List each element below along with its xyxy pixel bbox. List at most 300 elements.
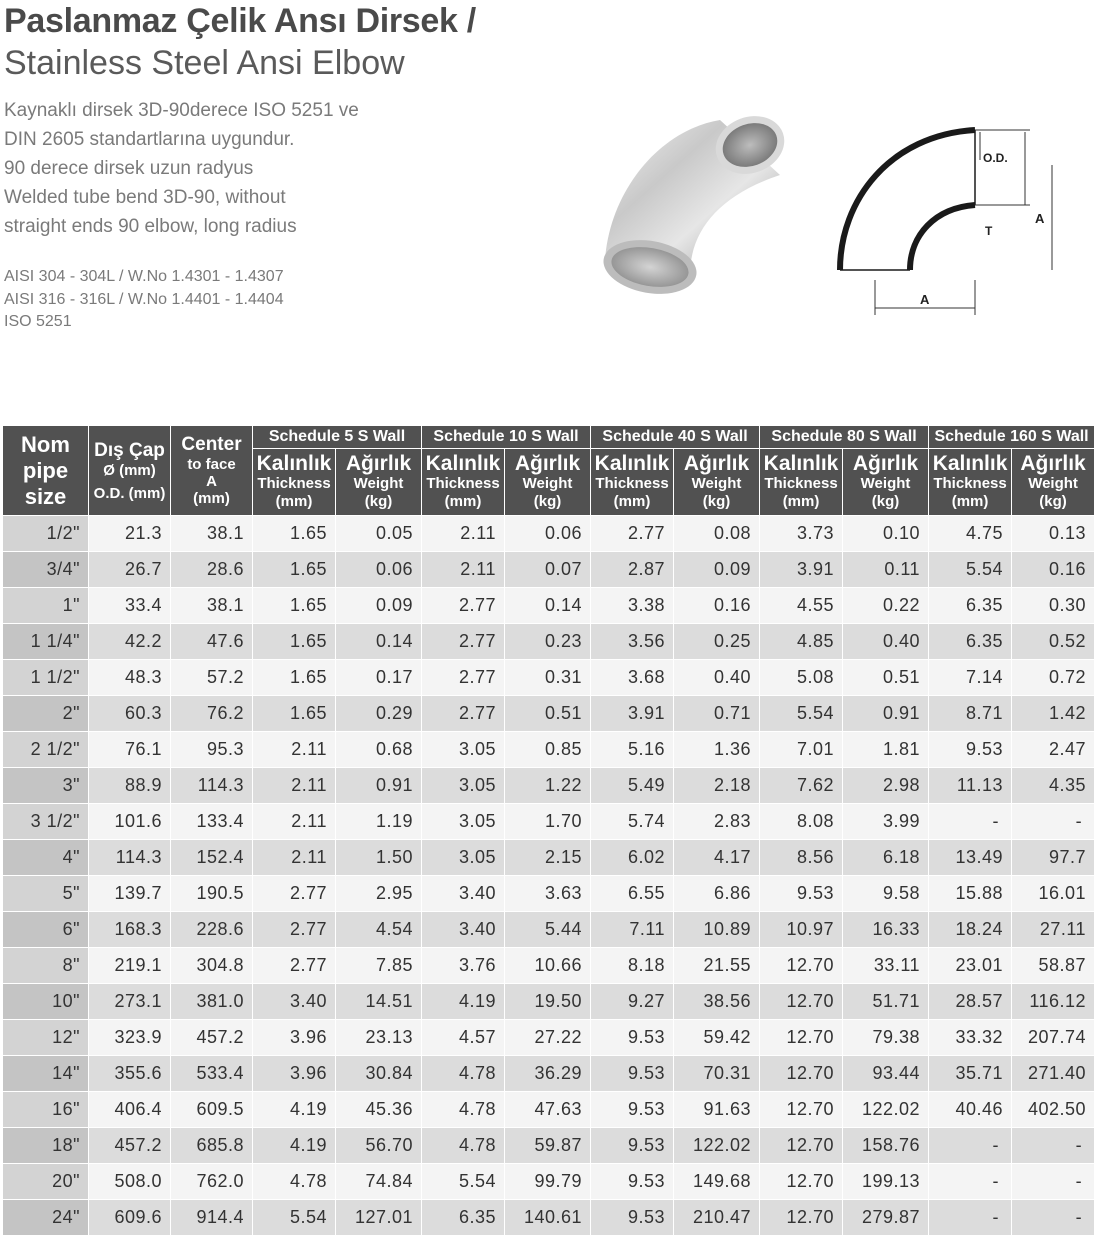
table-cell: 12.70 [760, 948, 843, 984]
col-thickness: Kalınlık Thickness (mm) [422, 449, 505, 516]
table-cell: 23.13 [336, 1020, 422, 1056]
table-row [3, 660, 1095, 696]
table-cell: 0.23 [505, 624, 591, 660]
table-cell: 127.01 [336, 1200, 422, 1236]
table-cell: 279.87 [843, 1200, 929, 1236]
table-cell: 2.11 [253, 768, 336, 804]
table-cell: 27.11 [1012, 912, 1095, 948]
description-line: Kaynaklı dirsek 3D-90derece ISO 5251 ve [4, 100, 359, 121]
table-cell: 122.02 [674, 1128, 760, 1164]
table-cell: 3.40 [253, 984, 336, 1020]
table-cell: 0.16 [1012, 552, 1095, 588]
table-cell: 158.76 [843, 1128, 929, 1164]
table-cell: 2.77 [253, 948, 336, 984]
table-cell: 762.0 [171, 1164, 253, 1200]
table-cell: 304.8 [171, 948, 253, 984]
table-cell: 3.96 [253, 1056, 336, 1092]
table-cell: 271.40 [1012, 1056, 1095, 1092]
table-cell: 76.2 [171, 696, 253, 732]
table-cell: 28.6 [171, 552, 253, 588]
table-cell: 508.0 [89, 1164, 171, 1200]
table-cell: 3.63 [505, 876, 591, 912]
table-row [3, 1056, 1095, 1092]
cell-pipe-size: 4" [3, 840, 89, 876]
col-weight: Ağırlık Weight (kg) [505, 449, 591, 516]
table-cell: 5.16 [591, 732, 674, 768]
table-cell: 23.01 [929, 948, 1012, 984]
table-cell: 273.1 [89, 984, 171, 1020]
table-cell: 4.35 [1012, 768, 1095, 804]
description-line: straight ends 90 elbow, long radius [4, 216, 297, 237]
table-cell: 7.01 [760, 732, 843, 768]
table-cell: 8.71 [929, 696, 1012, 732]
table-cell: 0.14 [505, 588, 591, 624]
table-cell: 70.31 [674, 1056, 760, 1092]
table-cell: 1.65 [253, 552, 336, 588]
table-row [3, 1200, 1095, 1236]
table-cell: 7.14 [929, 660, 1012, 696]
table-cell: 35.71 [929, 1056, 1012, 1092]
description-line: DIN 2605 standartlarına uygundur. [4, 129, 295, 150]
col-nom-pipe-size: Nom pipe size [3, 426, 89, 516]
table-cell: 1.65 [253, 624, 336, 660]
table-row [3, 840, 1095, 876]
table-row [3, 912, 1095, 948]
table-cell: 28.57 [929, 984, 1012, 1020]
table-cell: 533.4 [171, 1056, 253, 1092]
table-cell: 2.77 [253, 912, 336, 948]
table-cell: 79.38 [843, 1020, 929, 1056]
table-cell: 4.17 [674, 840, 760, 876]
table-cell: 0.91 [843, 696, 929, 732]
table-cell: 9.53 [591, 1164, 674, 1200]
table-cell: 0.31 [505, 660, 591, 696]
table-cell: 6.86 [674, 876, 760, 912]
table-cell: 16.33 [843, 912, 929, 948]
table-cell: 33.32 [929, 1020, 1012, 1056]
table-cell: 6.35 [929, 624, 1012, 660]
table-row [3, 696, 1095, 732]
table-cell: 13.49 [929, 840, 1012, 876]
table-cell: 0.10 [843, 516, 929, 552]
table-cell: 0.06 [505, 516, 591, 552]
table-cell: 149.68 [674, 1164, 760, 1200]
table-cell: 12.70 [760, 984, 843, 1020]
table-cell: 57.2 [171, 660, 253, 696]
cell-pipe-size: 3" [3, 768, 89, 804]
table-cell: 6.55 [591, 876, 674, 912]
table-cell: 2.11 [253, 840, 336, 876]
table-cell: 2.77 [422, 660, 505, 696]
cell-pipe-size: 1 1/2" [3, 660, 89, 696]
table-cell: 7.11 [591, 912, 674, 948]
table-cell: 2.11 [422, 552, 505, 588]
table-cell: 91.63 [674, 1092, 760, 1128]
table-cell: 9.53 [591, 1056, 674, 1092]
table-cell: 97.7 [1012, 840, 1095, 876]
table-cell: 30.84 [336, 1056, 422, 1092]
cell-pipe-size: 8" [3, 948, 89, 984]
od-label: O.D. [983, 151, 1008, 165]
table-cell: 12.70 [760, 1128, 843, 1164]
table-cell: 12.70 [760, 1164, 843, 1200]
table-row [3, 588, 1095, 624]
table-cell: 45.36 [336, 1092, 422, 1128]
table-cell: 2.11 [422, 516, 505, 552]
table-cell: 228.6 [171, 912, 253, 948]
col-thickness: Kalınlık Thickness (mm) [929, 449, 1012, 516]
table-cell: 5.74 [591, 804, 674, 840]
table-cell: 56.70 [336, 1128, 422, 1164]
table-cell: 59.42 [674, 1020, 760, 1056]
table-cell: 2.95 [336, 876, 422, 912]
cell-pipe-size: 10" [3, 984, 89, 1020]
table-cell: 0.85 [505, 732, 591, 768]
table-cell: 402.50 [1012, 1092, 1095, 1128]
table-cell: 8.18 [591, 948, 674, 984]
table-cell: 3.05 [422, 804, 505, 840]
elbow-dimension-drawing [830, 120, 1070, 320]
col-center-to-face: Center to face A (mm) [171, 426, 253, 516]
col-thickness: Kalınlık Thickness (mm) [253, 449, 336, 516]
schedule-10s-header: Schedule 10 S Wall [422, 426, 591, 449]
table-cell: 5.54 [253, 1200, 336, 1236]
table-cell: 0.16 [674, 588, 760, 624]
table-cell: 6.02 [591, 840, 674, 876]
grade-line: AISI 316 - 316L / W.No 1.4401 - 1.4404 [4, 290, 284, 308]
table-cell: 47.63 [505, 1092, 591, 1128]
table-cell: - [1012, 1200, 1095, 1236]
table-cell: 116.12 [1012, 984, 1095, 1020]
table-cell: 0.91 [336, 768, 422, 804]
schedule-5s-header: Schedule 5 S Wall [253, 426, 422, 449]
table-cell: 3.05 [422, 840, 505, 876]
table-cell: 2.47 [1012, 732, 1095, 768]
table-cell: 12.70 [760, 1092, 843, 1128]
table-row [3, 1164, 1095, 1200]
table-cell: 4.78 [422, 1128, 505, 1164]
table-cell: 1.36 [674, 732, 760, 768]
table-cell: 3.73 [760, 516, 843, 552]
table-cell: 685.8 [171, 1128, 253, 1164]
cell-pipe-size: 1/2" [3, 516, 89, 552]
table-cell: 1.65 [253, 660, 336, 696]
table-cell: 18.24 [929, 912, 1012, 948]
cell-pipe-size: 1 1/4" [3, 624, 89, 660]
table-cell: 1.42 [1012, 696, 1095, 732]
table-cell: 5.44 [505, 912, 591, 948]
table-cell: 12.70 [760, 1056, 843, 1092]
table-cell: 2.83 [674, 804, 760, 840]
table-cell: 1.50 [336, 840, 422, 876]
table-cell: - [1012, 804, 1095, 840]
table-body [3, 516, 1095, 1236]
table-row [3, 1020, 1095, 1056]
table-cell: 3.68 [591, 660, 674, 696]
table-cell: 1.81 [843, 732, 929, 768]
table-cell: 219.1 [89, 948, 171, 984]
table-cell: 3.91 [591, 696, 674, 732]
table-cell: 26.7 [89, 552, 171, 588]
table-cell: 14.51 [336, 984, 422, 1020]
schedule-40s-header: Schedule 40 S Wall [591, 426, 760, 449]
table-cell: 1.22 [505, 768, 591, 804]
table-cell: 0.06 [336, 552, 422, 588]
col-weight: Ağırlık Weight (kg) [1012, 449, 1095, 516]
table-cell: 0.08 [674, 516, 760, 552]
table-cell: 6.35 [929, 588, 1012, 624]
table-cell: 2.11 [253, 732, 336, 768]
table-cell: 3.99 [843, 804, 929, 840]
table-cell: 0.07 [505, 552, 591, 588]
table-cell: 36.29 [505, 1056, 591, 1092]
table-cell: - [1012, 1128, 1095, 1164]
table-cell: 21.3 [89, 516, 171, 552]
table-cell: 323.9 [89, 1020, 171, 1056]
table-cell: 6.18 [843, 840, 929, 876]
table-cell: 2.77 [591, 516, 674, 552]
cell-pipe-size: 18" [3, 1128, 89, 1164]
table-cell: 6.35 [422, 1200, 505, 1236]
table-cell: 2.98 [843, 768, 929, 804]
material-grades [4, 266, 284, 334]
cell-pipe-size: 20" [3, 1164, 89, 1200]
table-cell: 10.66 [505, 948, 591, 984]
table-cell: 7.85 [336, 948, 422, 984]
table-cell: 1.19 [336, 804, 422, 840]
table-cell: 4.78 [422, 1092, 505, 1128]
table-cell: 42.2 [89, 624, 171, 660]
cell-pipe-size: 24" [3, 1200, 89, 1236]
table-cell: 3.56 [591, 624, 674, 660]
table-cell: 0.40 [674, 660, 760, 696]
table-cell: 0.68 [336, 732, 422, 768]
table-row [3, 552, 1095, 588]
table-cell: 5.54 [422, 1164, 505, 1200]
table-cell: 10.89 [674, 912, 760, 948]
col-outer-diameter: Dış Çap Ø (mm) O.D. (mm) [89, 426, 171, 516]
a-label-horizontal: A [920, 292, 930, 307]
table-cell: 1.65 [253, 696, 336, 732]
grade-line: ISO 5251 [4, 313, 72, 330]
table-cell: 5.54 [929, 552, 1012, 588]
table-cell: 76.1 [89, 732, 171, 768]
cell-pipe-size: 14" [3, 1056, 89, 1092]
table-cell: 4.57 [422, 1020, 505, 1056]
table-cell: 914.4 [171, 1200, 253, 1236]
table-cell: 122.02 [843, 1092, 929, 1128]
table-row [3, 624, 1095, 660]
table-row [3, 984, 1095, 1020]
cell-pipe-size: 12" [3, 1020, 89, 1056]
table-cell: 355.6 [89, 1056, 171, 1092]
table-cell: 51.71 [843, 984, 929, 1020]
table-cell: 0.17 [336, 660, 422, 696]
table-cell: 0.11 [843, 552, 929, 588]
table-cell: 9.53 [591, 1020, 674, 1056]
table-cell: 114.3 [89, 840, 171, 876]
table-cell: 4.85 [760, 624, 843, 660]
table-cell: 38.1 [171, 516, 253, 552]
cell-pipe-size: 5" [3, 876, 89, 912]
col-weight: Ağırlık Weight (kg) [336, 449, 422, 516]
table-cell: 2.87 [591, 552, 674, 588]
table-cell: 4.54 [336, 912, 422, 948]
table-cell: 140.61 [505, 1200, 591, 1236]
table-cell: - [929, 1128, 1012, 1164]
table-cell: 609.5 [171, 1092, 253, 1128]
cell-pipe-size: 2 1/2" [3, 732, 89, 768]
table-cell: 8.08 [760, 804, 843, 840]
table-cell: 3.05 [422, 732, 505, 768]
table-cell: 9.53 [591, 1128, 674, 1164]
table-cell: 7.62 [760, 768, 843, 804]
a-label-vertical: A [1035, 211, 1045, 226]
t-label: T [985, 224, 993, 238]
page-title: Paslanmaz Çelik Ansı Dirsek / [4, 2, 476, 40]
table-cell: 3.40 [422, 876, 505, 912]
table-cell: 101.6 [89, 804, 171, 840]
table-cell: 9.58 [843, 876, 929, 912]
elbow-spec-table [2, 425, 1095, 1236]
schedule-80s-header: Schedule 80 S Wall [760, 426, 929, 449]
table-cell: 27.22 [505, 1020, 591, 1056]
table-cell: 16.01 [1012, 876, 1095, 912]
table-cell: 1.65 [253, 516, 336, 552]
table-cell: 0.30 [1012, 588, 1095, 624]
table-cell: 4.78 [253, 1164, 336, 1200]
table-cell: 3.76 [422, 948, 505, 984]
table-cell: 0.05 [336, 516, 422, 552]
table-cell: 210.47 [674, 1200, 760, 1236]
table-cell: 5.49 [591, 768, 674, 804]
cell-pipe-size: 3 1/2" [3, 804, 89, 840]
table-cell: 406.4 [89, 1092, 171, 1128]
table-cell: 12.70 [760, 1200, 843, 1236]
table-row [3, 768, 1095, 804]
table-cell: 3.05 [422, 768, 505, 804]
table-cell: 381.0 [171, 984, 253, 1020]
table-cell: 2.18 [674, 768, 760, 804]
cell-pipe-size: 6" [3, 912, 89, 948]
cell-pipe-size: 3/4" [3, 552, 89, 588]
table-cell: 0.71 [674, 696, 760, 732]
table-cell: 95.3 [171, 732, 253, 768]
table-cell: 3.91 [760, 552, 843, 588]
description [4, 96, 359, 241]
table-cell: 47.6 [171, 624, 253, 660]
table-cell: 9.53 [760, 876, 843, 912]
table-cell: 114.3 [171, 768, 253, 804]
table-row [3, 516, 1095, 552]
table-cell: 0.29 [336, 696, 422, 732]
elbow-photo [590, 100, 820, 310]
table-cell: 0.09 [336, 588, 422, 624]
table-row [3, 876, 1095, 912]
table-cell: 1.70 [505, 804, 591, 840]
table-cell: - [929, 804, 1012, 840]
table-cell: 8.56 [760, 840, 843, 876]
table-row [3, 948, 1095, 984]
table-cell: 9.27 [591, 984, 674, 1020]
table-row [3, 1092, 1095, 1128]
table-cell: - [929, 1200, 1012, 1236]
table-cell: 4.19 [422, 984, 505, 1020]
table-cell: 0.13 [1012, 516, 1095, 552]
page-subtitle: Stainless Steel Ansi Elbow [4, 44, 405, 82]
table-cell: 60.3 [89, 696, 171, 732]
table-row [3, 1128, 1095, 1164]
table-cell: 139.7 [89, 876, 171, 912]
table-cell: 4.55 [760, 588, 843, 624]
table-cell: 5.54 [760, 696, 843, 732]
cell-pipe-size: 1" [3, 588, 89, 624]
table-cell: 0.51 [843, 660, 929, 696]
schedule-160s-header: Schedule 160 S Wall [929, 426, 1095, 449]
table-cell: 168.3 [89, 912, 171, 948]
table-cell: 38.1 [171, 588, 253, 624]
table-row [3, 732, 1095, 768]
table-cell: 74.84 [336, 1164, 422, 1200]
table-cell: 457.2 [89, 1128, 171, 1164]
table-cell: 10.97 [760, 912, 843, 948]
col-thickness: Kalınlık Thickness (mm) [591, 449, 674, 516]
col-weight: Ağırlık Weight (kg) [843, 449, 929, 516]
table-cell: 59.87 [505, 1128, 591, 1164]
table-cell: 0.14 [336, 624, 422, 660]
table-cell: 152.4 [171, 840, 253, 876]
table-cell: 88.9 [89, 768, 171, 804]
table-cell: 4.75 [929, 516, 1012, 552]
table-cell: 3.40 [422, 912, 505, 948]
cell-pipe-size: 16" [3, 1092, 89, 1128]
table-cell: 133.4 [171, 804, 253, 840]
table-cell: 2.77 [422, 696, 505, 732]
table-cell: 199.13 [843, 1164, 929, 1200]
table-cell: 0.22 [843, 588, 929, 624]
table-cell: 2.77 [422, 624, 505, 660]
table-cell: 21.55 [674, 948, 760, 984]
table-cell: 4.78 [422, 1056, 505, 1092]
cell-pipe-size: 2" [3, 696, 89, 732]
table-cell: 48.3 [89, 660, 171, 696]
grade-line: AISI 304 - 304L / W.No 1.4301 - 1.4307 [4, 268, 284, 285]
table-cell: 12.70 [760, 1020, 843, 1056]
table-cell: 15.88 [929, 876, 1012, 912]
table-cell: 457.2 [171, 1020, 253, 1056]
table-cell: 2.11 [253, 804, 336, 840]
col-thickness: Kalınlık Thickness (mm) [760, 449, 843, 516]
description-line: Welded tube bend 3D-90, without [4, 187, 286, 208]
table-row [3, 804, 1095, 840]
table-cell: 58.87 [1012, 948, 1095, 984]
description-line: 90 derece dirsek uzun radyus [4, 158, 254, 179]
table-cell: 19.50 [505, 984, 591, 1020]
table-cell: 207.74 [1012, 1020, 1095, 1056]
table-cell: 9.53 [929, 732, 1012, 768]
table-cell: 2.15 [505, 840, 591, 876]
table-cell: 9.53 [591, 1200, 674, 1236]
table-cell: 3.96 [253, 1020, 336, 1056]
col-weight: Ağırlık Weight (kg) [674, 449, 760, 516]
table-cell: 3.38 [591, 588, 674, 624]
table-cell: 2.77 [253, 876, 336, 912]
table-cell: 2.77 [422, 588, 505, 624]
table-cell: 4.19 [253, 1092, 336, 1128]
table-cell: 1.65 [253, 588, 336, 624]
table-cell: 9.53 [591, 1092, 674, 1128]
table-cell: 190.5 [171, 876, 253, 912]
